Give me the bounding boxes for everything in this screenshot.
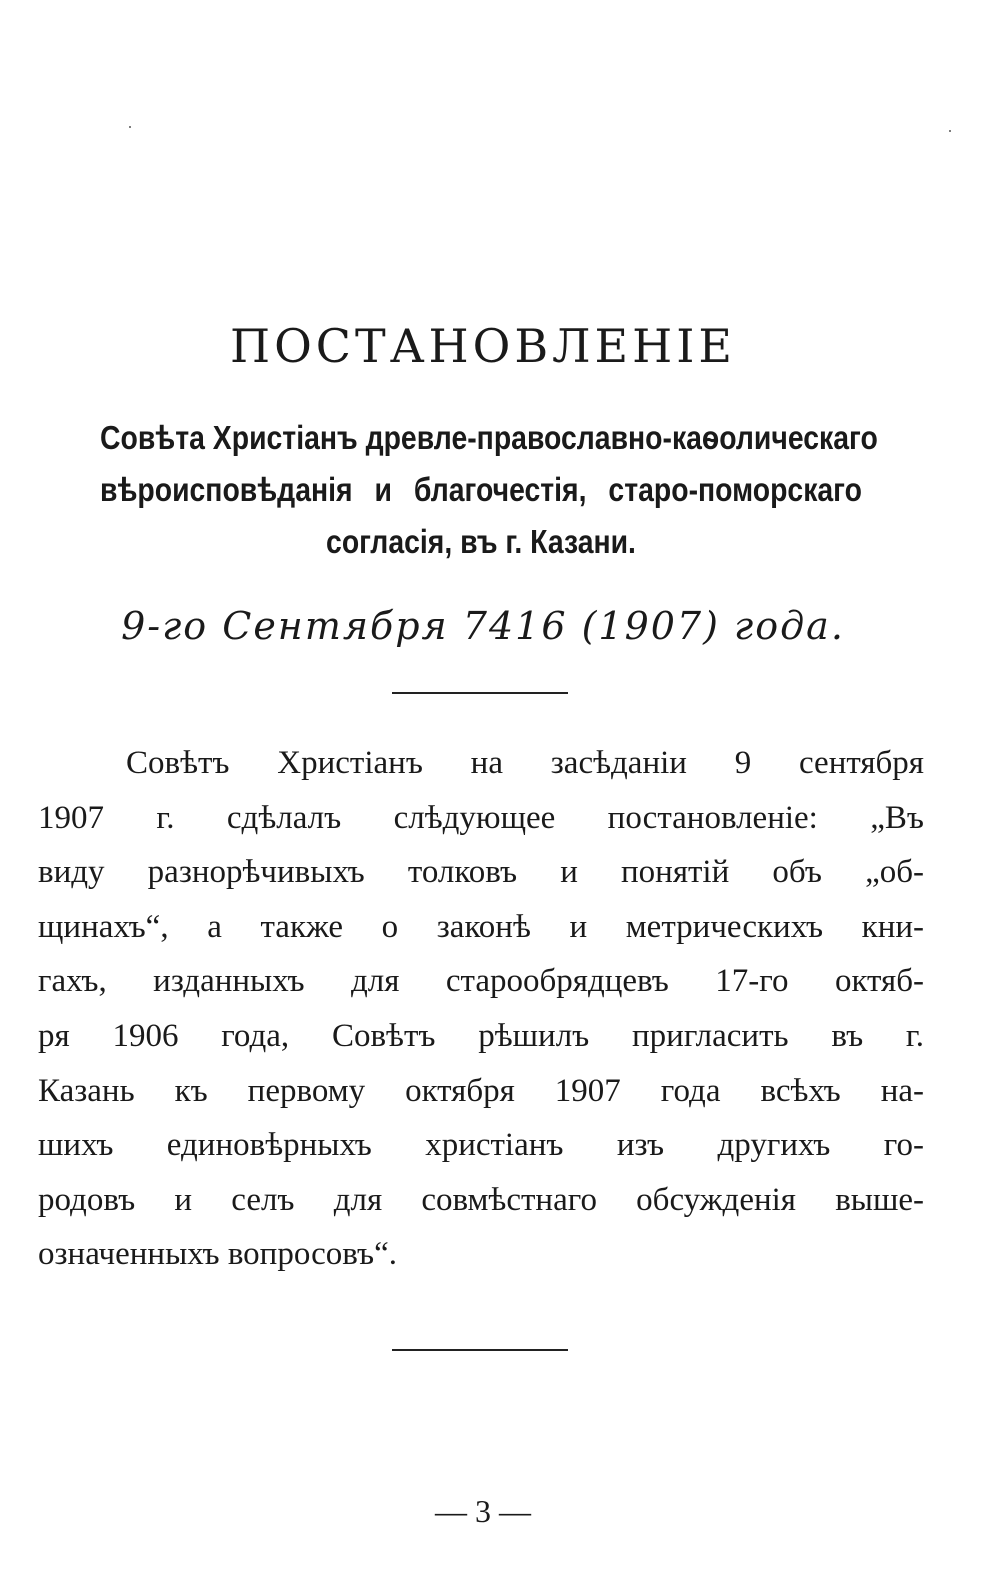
body-line: виду разнорѣчивыхъ толковъ и понятій объ „об- (38, 854, 924, 891)
page-number: — 3 — (435, 1493, 531, 1529)
document-title: ПОСТАНОВЛЕНІЕ (229, 319, 736, 373)
document-subtitle (38, 412, 924, 568)
body-line: Совѣтъ Христіанъ на засѣданіи 9 сентября (126, 745, 924, 781)
document-date: 9-го Сентября 7416 (1907) года. (121, 604, 845, 648)
divider-rule (392, 692, 568, 694)
subtitle-line: Совѣта Христіанъ древле-православно-каѳолическаго (100, 419, 878, 456)
body-line: ря 1906 года, Совѣтъ рѣшилъ пригласить въ г. (38, 1017, 924, 1054)
body-line: родовъ и селъ для совмѣстнаго обсужденія выше- (38, 1181, 924, 1218)
subtitle-line: вѣроисповѣданія и благочестія, старо-поморскаго (100, 471, 862, 508)
body-line: шихъ единовѣрныхъ христіанъ изъ другихъ го- (38, 1127, 924, 1164)
subtitle-line: согласія, въ г. Казани. (326, 523, 636, 560)
body-paragraph (38, 736, 924, 1282)
body-line: означенныхъ вопросовъ“. (38, 1236, 398, 1273)
divider-rule (392, 1349, 568, 1351)
print-speck (129, 126, 131, 128)
body-line: гахъ, изданныхъ для старообрядцевъ 17-го октяб- (38, 963, 924, 1000)
body-line: Казань къ первому октября 1907 года всѣхъ на- (38, 1072, 924, 1109)
body-line: 1907 г. сдѣлалъ слѣдующее постановленіе: „Въ (38, 799, 924, 836)
print-speck (949, 130, 951, 132)
body-line: щинахъ“, а также о законѣ и метрическихъ кни- (38, 908, 924, 945)
